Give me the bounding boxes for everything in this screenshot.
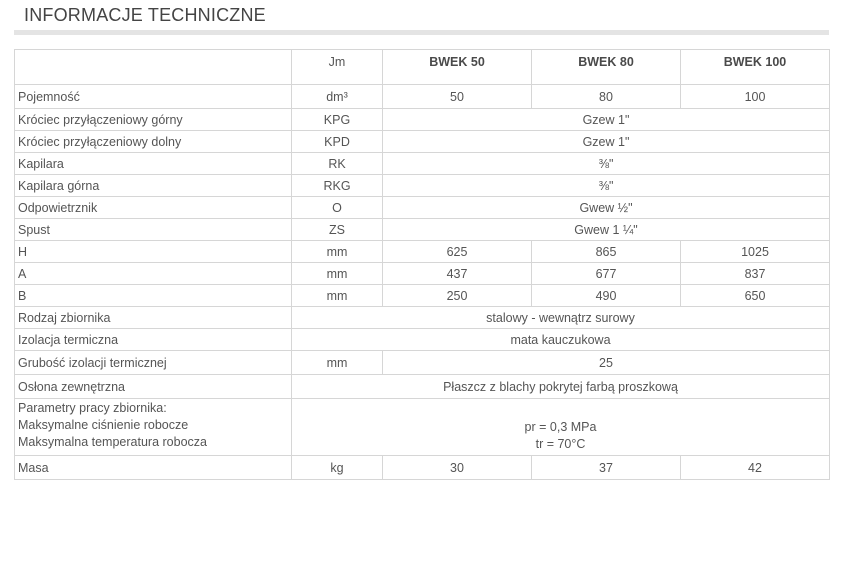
tech-specs-table bbox=[14, 49, 830, 480]
row-label-line: Maksymalne ciśnienie robocze bbox=[18, 418, 189, 432]
row-value-line: pr = 0,3 MPa bbox=[524, 420, 597, 434]
row-value-shared: Płaszcz z blachy pokrytej farbą proszkową bbox=[292, 375, 830, 399]
row-value-bwek-80: 677 bbox=[532, 263, 681, 285]
row-value-bwek-50: 625 bbox=[383, 241, 532, 263]
row-label-multiline bbox=[15, 399, 292, 456]
row-unit: RK bbox=[292, 153, 383, 175]
row-unit: kg bbox=[292, 456, 383, 480]
row-value-bwek-50: 50 bbox=[383, 85, 532, 109]
row-unit: mm bbox=[292, 285, 383, 307]
row-value-shared: Gzew 1" bbox=[383, 131, 830, 153]
row-label: Króciec przyłączeniowy górny bbox=[15, 109, 292, 131]
title-divider bbox=[14, 30, 829, 35]
table-header-row bbox=[15, 50, 830, 85]
page-title: INFORMACJE TECHNICZNE bbox=[24, 5, 266, 25]
row-label: Kapilara górna bbox=[15, 175, 292, 197]
header-unit: Jm bbox=[292, 50, 383, 85]
table-row bbox=[15, 175, 830, 197]
row-value-shared: stalowy - wewnątrz surowy bbox=[292, 307, 830, 329]
row-label: Pojemność bbox=[15, 85, 292, 109]
row-value-shared: ⅜" bbox=[383, 175, 830, 197]
row-label: H bbox=[15, 241, 292, 263]
table-row bbox=[15, 263, 830, 285]
row-value-bwek-80: 80 bbox=[532, 85, 681, 109]
row-unit: KPG bbox=[292, 109, 383, 131]
row-value-bwek-100: 42 bbox=[681, 456, 830, 480]
table-row bbox=[15, 456, 830, 480]
header-param bbox=[15, 50, 292, 85]
table-row bbox=[15, 285, 830, 307]
row-label: Rodzaj zbiornika bbox=[15, 307, 292, 329]
row-value-bwek-100: 837 bbox=[681, 263, 830, 285]
row-value-bwek-100: 650 bbox=[681, 285, 830, 307]
row-unit: ZS bbox=[292, 219, 383, 241]
row-value-bwek-50: 30 bbox=[383, 456, 532, 480]
row-unit: dm³ bbox=[292, 85, 383, 109]
table-row bbox=[15, 131, 830, 153]
table-row bbox=[15, 219, 830, 241]
table-row bbox=[15, 197, 830, 219]
row-unit: O bbox=[292, 197, 383, 219]
table-row bbox=[15, 307, 830, 329]
table-row bbox=[15, 85, 830, 109]
table-row bbox=[15, 375, 830, 399]
row-unit: mm bbox=[292, 351, 383, 375]
row-value-bwek-100: 100 bbox=[681, 85, 830, 109]
row-label: Grubość izolacji termicznej bbox=[15, 351, 292, 375]
row-value-bwek-50: 437 bbox=[383, 263, 532, 285]
row-value-bwek-80: 490 bbox=[532, 285, 681, 307]
row-value-bwek-80: 37 bbox=[532, 456, 681, 480]
row-unit: mm bbox=[292, 263, 383, 285]
row-value-shared: Gwew 1 ¼" bbox=[383, 219, 830, 241]
row-label: Spust bbox=[15, 219, 292, 241]
header-model-bwek-80: BWEK 80 bbox=[532, 50, 681, 85]
table-row bbox=[15, 241, 830, 263]
row-value-bwek-80: 865 bbox=[532, 241, 681, 263]
row-value-shared: mata kauczukowa bbox=[292, 329, 830, 351]
row-label: A bbox=[15, 263, 292, 285]
row-label: Odpowietrznik bbox=[15, 197, 292, 219]
row-value-bwek-50: 250 bbox=[383, 285, 532, 307]
row-label: Masa bbox=[15, 456, 292, 480]
table-row bbox=[15, 399, 830, 456]
row-unit: KPD bbox=[292, 131, 383, 153]
row-label: Osłona zewnętrzna bbox=[15, 375, 292, 399]
table-row bbox=[15, 351, 830, 375]
row-value-shared: ⅜" bbox=[383, 153, 830, 175]
table-row bbox=[15, 109, 830, 131]
row-value-line: tr = 70°C bbox=[535, 437, 586, 451]
header-model-bwek-50: BWEK 50 bbox=[383, 50, 532, 85]
row-unit: RKG bbox=[292, 175, 383, 197]
table-row bbox=[15, 153, 830, 175]
row-value-multiline bbox=[292, 399, 830, 456]
row-label: B bbox=[15, 285, 292, 307]
row-value-shared: Gwew ½" bbox=[383, 197, 830, 219]
row-label: Izolacja termiczna bbox=[15, 329, 292, 351]
row-label: Króciec przyłączeniowy dolny bbox=[15, 131, 292, 153]
row-value-shared: Gzew 1" bbox=[383, 109, 830, 131]
row-unit: mm bbox=[292, 241, 383, 263]
table-row bbox=[15, 329, 830, 351]
row-value-bwek-100: 1025 bbox=[681, 241, 830, 263]
row-label: Kapilara bbox=[15, 153, 292, 175]
row-value-shared: 25 bbox=[383, 351, 830, 375]
row-label-line: Maksymalna temperatura robocza bbox=[18, 435, 207, 449]
row-label-line: Parametry pracy zbiornika: bbox=[18, 401, 167, 415]
header-model-bwek-100: BWEK 100 bbox=[681, 50, 830, 85]
